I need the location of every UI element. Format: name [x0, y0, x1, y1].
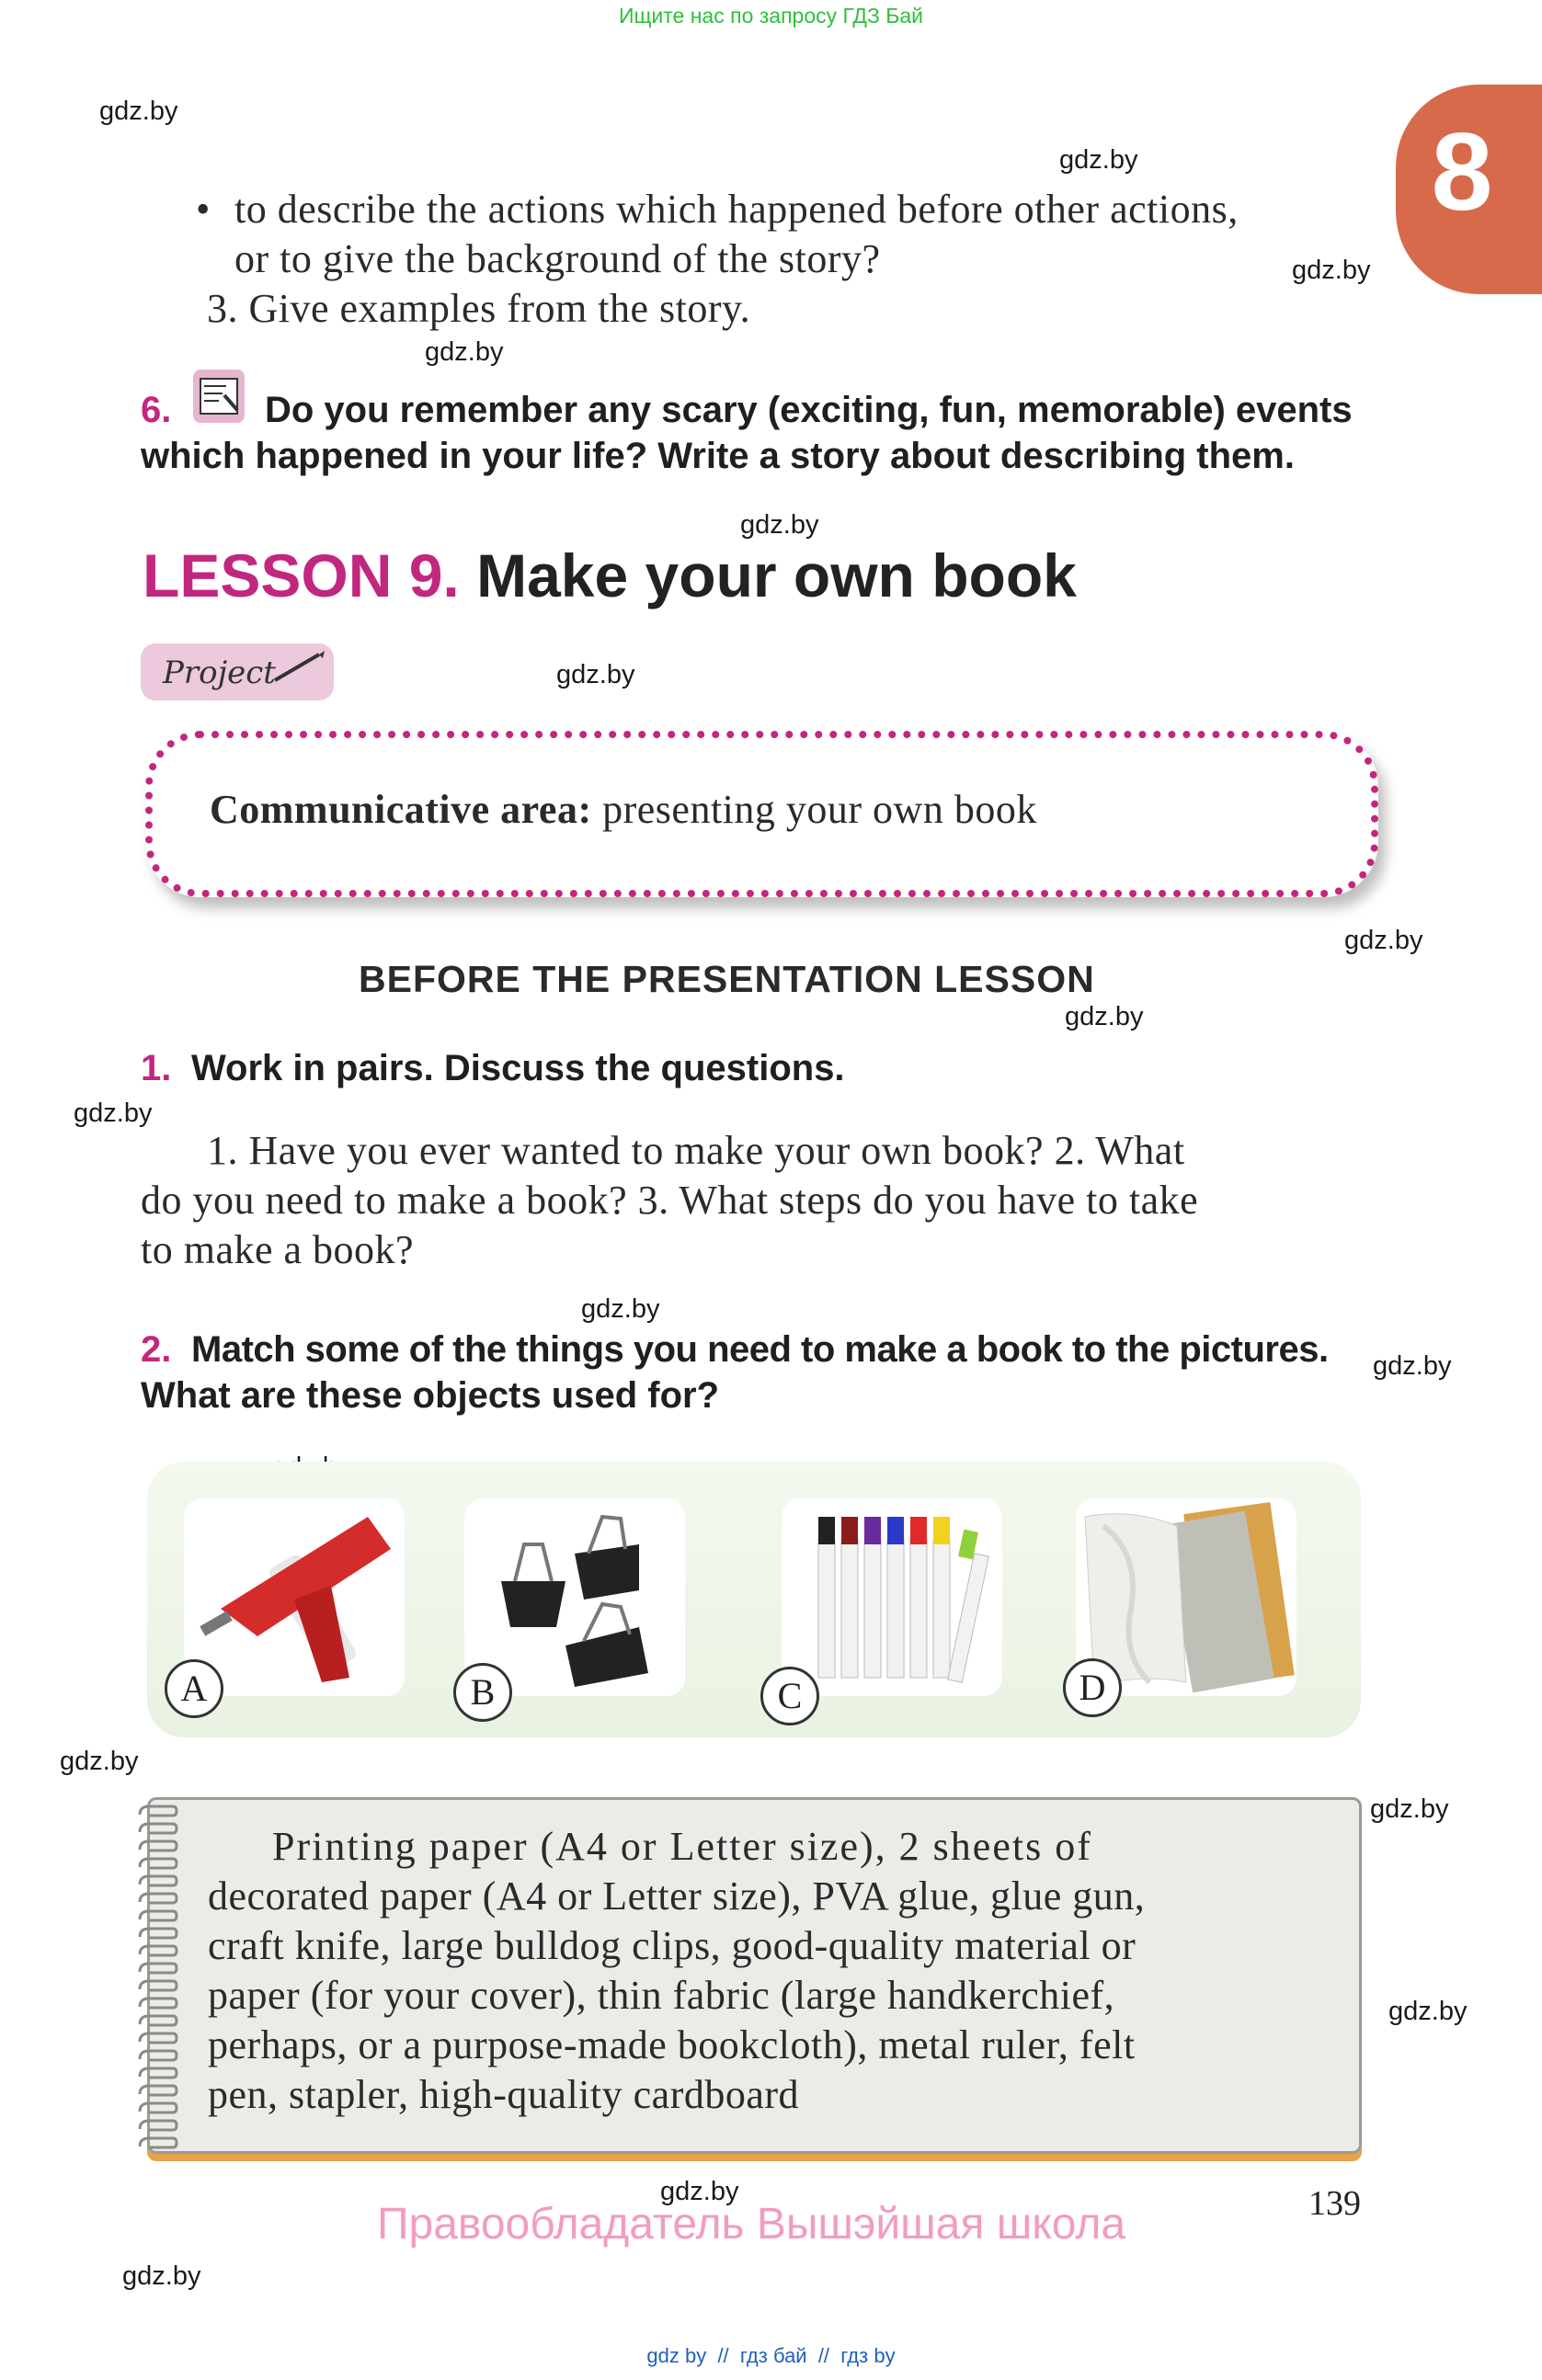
communicative-text: presenting your own book: [602, 787, 1037, 832]
bullet-line-2: or to give the background of the story?: [234, 236, 881, 281]
lesson-name: Make your own book: [476, 541, 1077, 609]
task-2-number: 2.: [141, 1329, 172, 1370]
spiral-ring: [136, 2083, 178, 2098]
copyright-line: Правообладатель Вышэйшая школа: [377, 2200, 1126, 2249]
section-heading: BEFORE THE PRESENTATION LESSON: [359, 958, 1095, 1000]
watermark: gdz.by: [122, 2261, 201, 2291]
materials-line-5: perhaps, or a purpose-made bookcloth), metal ruler, felt: [208, 2022, 1136, 2067]
spiral-ring: [136, 1821, 178, 1836]
spiral-ring: [136, 2135, 178, 2150]
spiral-ring: [136, 2118, 178, 2133]
task-1-line-3: to make a book?: [141, 1227, 415, 1272]
bullet-dot: •: [196, 187, 211, 232]
spiral-ring: [136, 1908, 178, 1923]
watermark: gdz.by: [1065, 1002, 1144, 1031]
watermark: gdz.by: [1373, 1351, 1452, 1381]
pictures-strip: [147, 1462, 1361, 1737]
project-tag: [141, 643, 334, 700]
pen-icon: [269, 649, 326, 686]
materials-line-1: Printing paper (A4 or Letter size), 2 sheets of: [272, 1824, 1092, 1869]
watermark: gdz.by: [740, 510, 819, 540]
spiral-ring: [136, 2048, 178, 2063]
spiral-ring: [136, 2013, 178, 2028]
watermark: gdz.by: [74, 1099, 153, 1128]
watermark: gdz.by: [1344, 926, 1423, 955]
materials-line-3: craft knife, large bulldog clips, good-quality material or: [208, 1923, 1137, 1968]
spiral-ring: [136, 2031, 178, 2045]
lesson-title: [143, 541, 1077, 610]
item-3: 3. Give examples from the story.: [207, 286, 751, 331]
watermark: gdz.by: [581, 1294, 660, 1324]
spiral-ring: [136, 2066, 178, 2080]
spiral-ring: [136, 1804, 178, 1818]
task-1-number: 1.: [141, 1048, 172, 1088]
communicative-label: Communicative area:: [210, 787, 592, 832]
top-banner: Ищите нас по запросу ГДЗ Бай: [618, 4, 924, 28]
picture-card-a: [184, 1498, 405, 1696]
watermark: gdz.by: [60, 1747, 139, 1776]
spiral-ring: [136, 1996, 178, 2010]
lesson-label: LESSON 9.: [143, 541, 460, 609]
bottom-links[interactable]: gdz by // гдз бай // гдз by: [646, 2344, 896, 2367]
chapter-number: 8: [1431, 110, 1493, 233]
task-6-line-1: Do you remember any scary (exciting, fun, memorable) events: [265, 390, 1353, 430]
watermark: gdz.by: [1292, 256, 1371, 285]
spiral-ring: [136, 1873, 178, 1888]
task-2-line-2: What are these objects used for?: [141, 1375, 720, 1416]
spiral-ring: [136, 1839, 178, 1853]
watermark: gdz.by: [1388, 1997, 1468, 2026]
task-6-line-2: which happened in your life? Write a story about describing them.: [141, 436, 1295, 476]
spiral-ring: [136, 1943, 178, 1958]
picture-label-b: B: [453, 1663, 512, 1722]
materials-line-4: paper (for your cover), thin fabric (large handkerchief,: [208, 1973, 1115, 2018]
picture-label-c: C: [760, 1667, 819, 1725]
watermark: gdz.by: [1370, 1794, 1449, 1824]
watermark: gdz.by: [660, 2177, 739, 2206]
materials-line-2: decorated paper (A4 or Letter size), PVA glue, glue gun,: [208, 1873, 1146, 1919]
watermark: gdz.by: [1059, 145, 1138, 175]
watermark: gdz.by: [556, 660, 635, 689]
picture-label-a: A: [165, 1659, 223, 1718]
writing-icon: [191, 368, 246, 425]
spiral-ring: [136, 1978, 178, 1993]
spiral-ring: [136, 1856, 178, 1871]
picture-label-d: D: [1063, 1658, 1122, 1717]
watermark: gdz.by: [425, 337, 504, 367]
glue-gun-icon: [184, 1498, 405, 1696]
spiral-ring: [136, 1961, 178, 1976]
task-1-line-2: do you need to make a book? 3. What steps do you have to take: [141, 1178, 1199, 1223]
bullet-line-1: to describe the actions which happened before other actions,: [234, 187, 1239, 232]
felt-pens-icon: [782, 1498, 1002, 1696]
spiral-ring: [136, 2101, 178, 2115]
spiral-ring: [136, 1891, 178, 1906]
watermark: gdz.by: [99, 97, 178, 126]
task-6-number: 6.: [141, 390, 172, 430]
picture-card-c: [782, 1498, 1002, 1696]
project-label: Project: [163, 655, 276, 691]
communicative-area: [210, 786, 1037, 833]
page-number: 139: [1308, 2184, 1361, 2223]
task-1-instruction: Work in pairs. Discuss the questions.: [191, 1048, 845, 1088]
task-1-line-1: 1. Have you ever wanted to make your own book? 2. What: [207, 1128, 1185, 1173]
spiral-ring: [136, 1926, 178, 1941]
materials-line-6: pen, stapler, high-quality cardboard: [208, 2072, 800, 2117]
task-2-line-1: Match some of the things you need to make a book to the pictures.: [191, 1329, 1329, 1370]
